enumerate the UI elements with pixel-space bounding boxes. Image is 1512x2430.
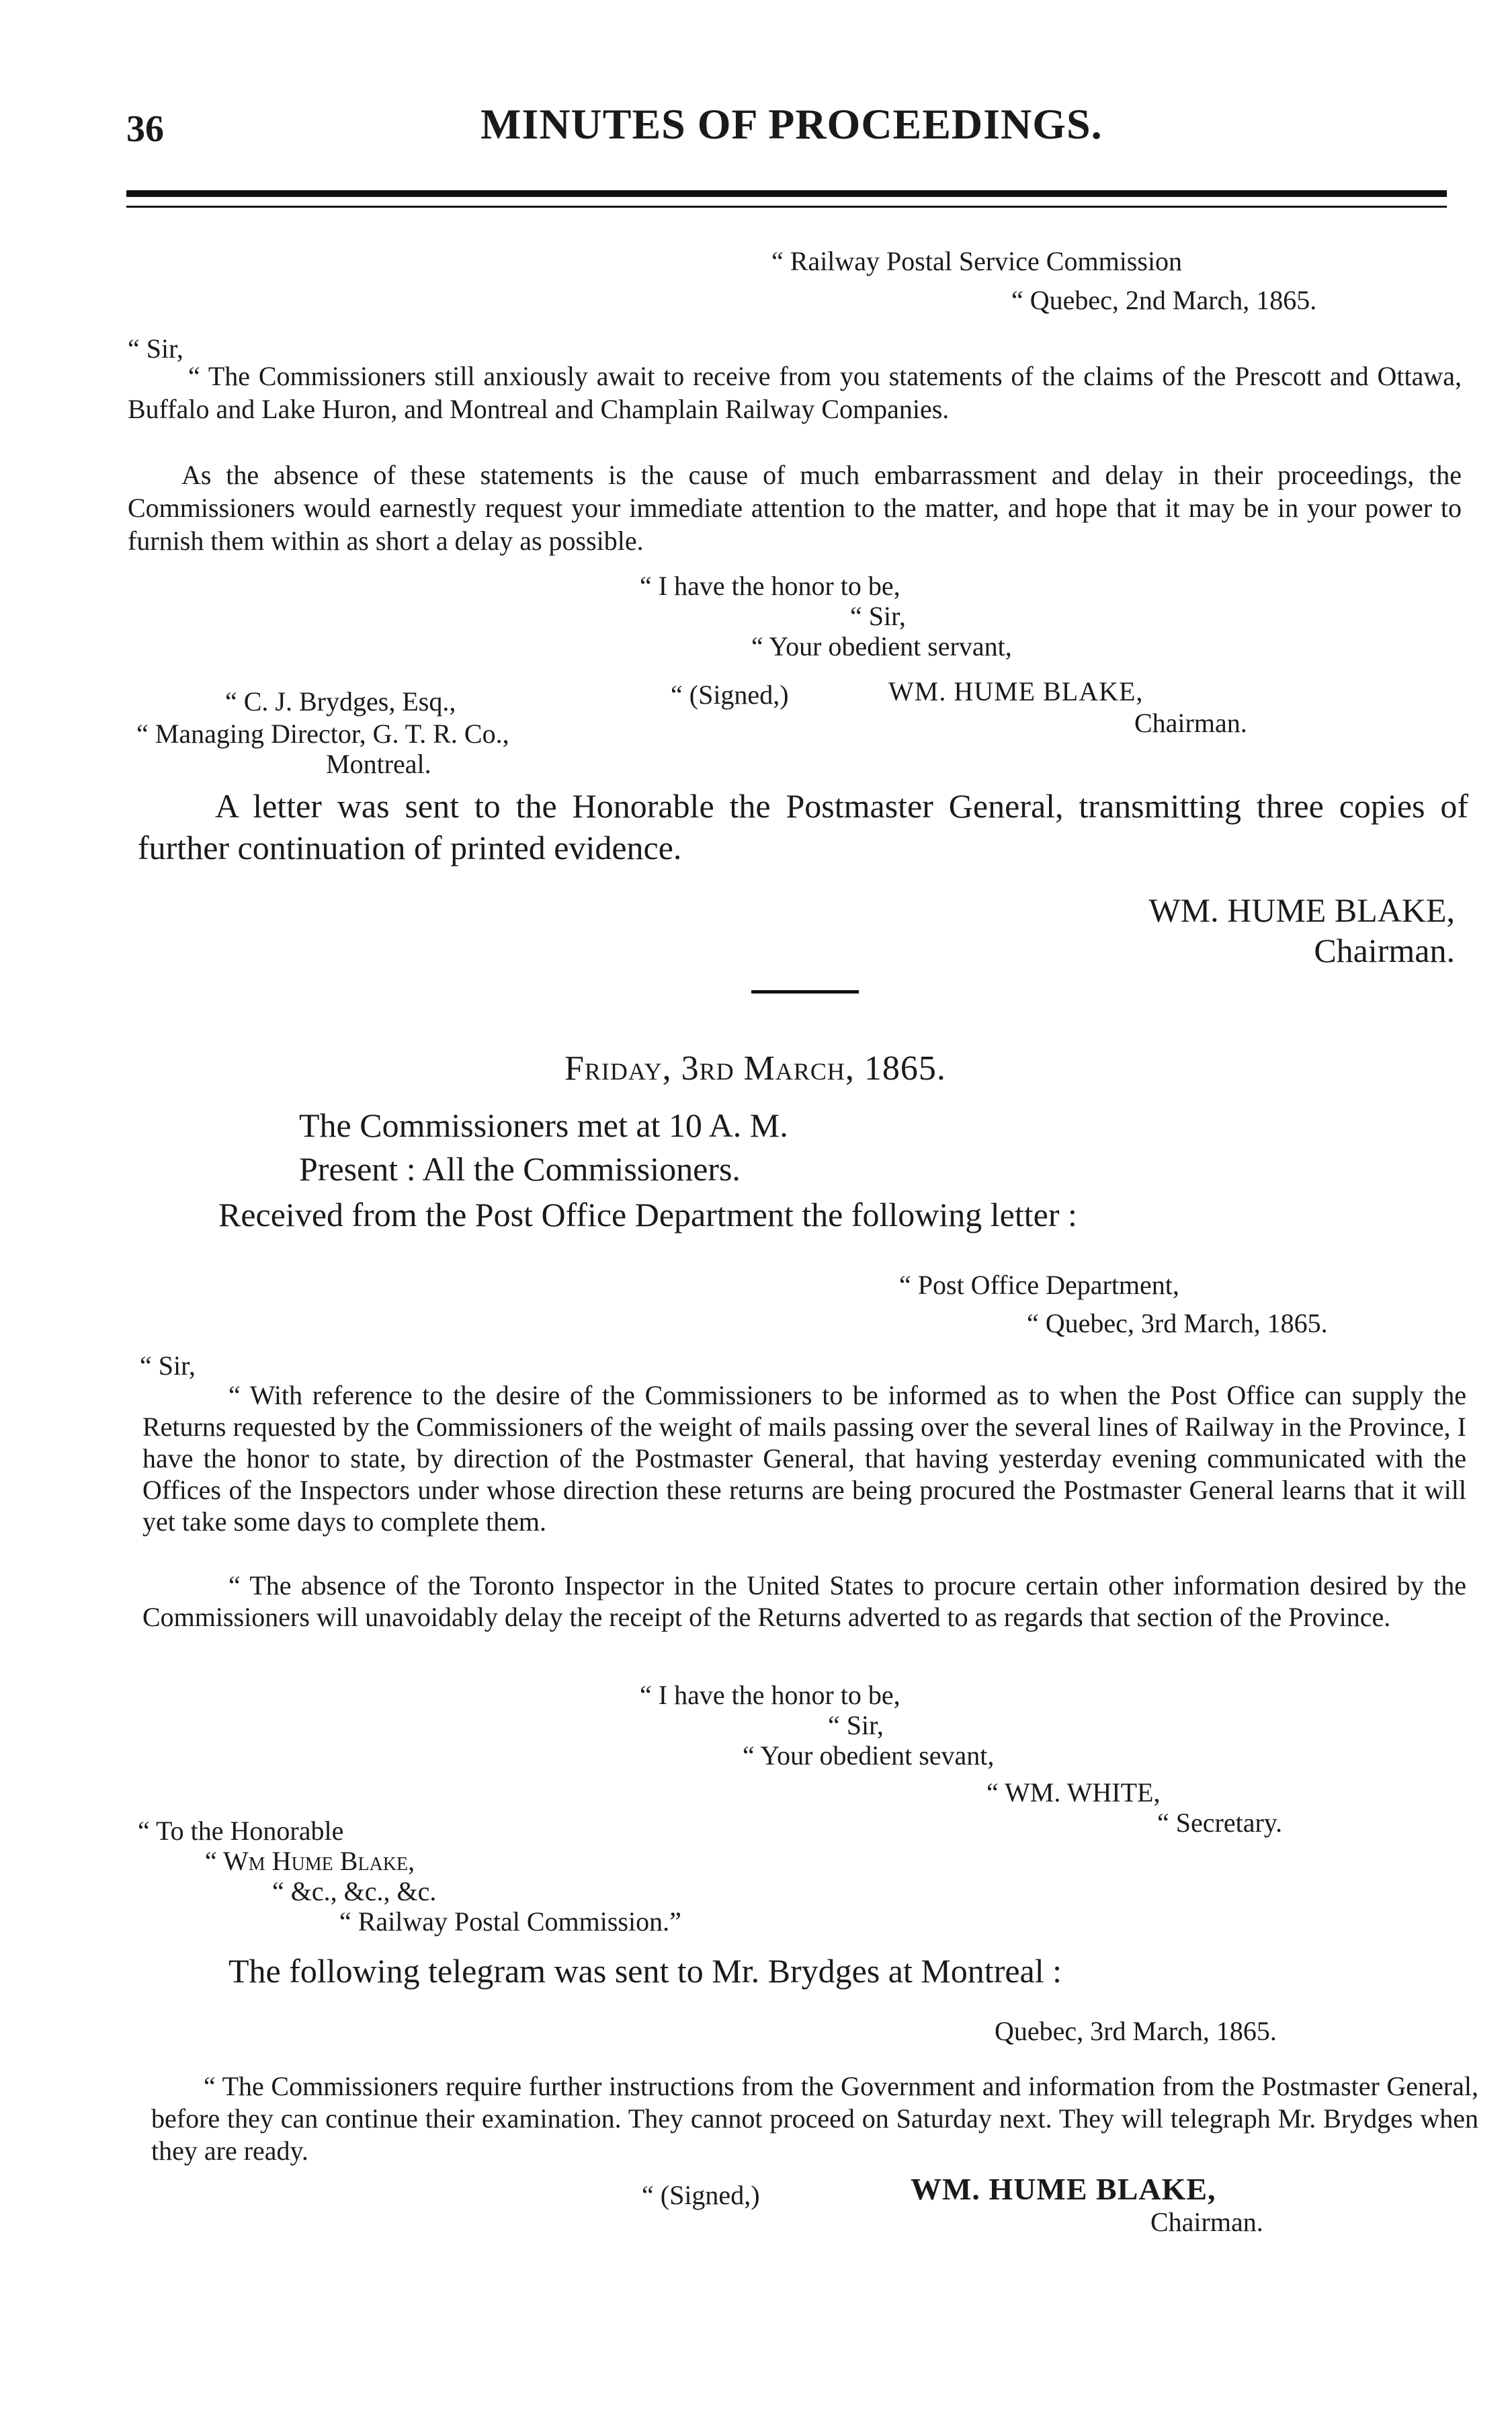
letter2-addressee-1: “ To the Honorable	[138, 1816, 344, 1846]
present-line: Present : All the Commissioners.	[299, 1150, 741, 1188]
letter2-signature-title: “ Secretary.	[1157, 1808, 1283, 1838]
page-number: 36	[126, 108, 164, 150]
letter1-place-line1: “ Railway Postal Service Commission	[771, 246, 1183, 276]
letter1-signature-title: Chairman.	[1134, 708, 1247, 738]
letter2-place-line2: “ Quebec, 3rd March, 1865.	[1027, 1308, 1328, 1338]
letter2-place-line1: “ Post Office Department,	[899, 1270, 1179, 1300]
letter1-addressee-3: Montreal.	[326, 749, 431, 779]
date-heading: Friday, 3rd March, 1865.	[564, 1049, 946, 1088]
letter1-place-line2: “ Quebec, 2nd March, 1865.	[1011, 285, 1317, 315]
letter2-closing-3: “ Your obedient sevant,	[743, 1740, 995, 1771]
letter1-signed: “ (Signed,)	[671, 680, 789, 710]
letter2-closing-2: “ Sir,	[828, 1710, 884, 1740]
header-rule-thick	[126, 190, 1447, 197]
letter1-closing-3: “ Your obedient servant,	[751, 631, 1012, 661]
telegram-signature-title: Chairman.	[1150, 2207, 1263, 2237]
letter2-paragraph-1: “ With reference to the desire of the Commissioners to be informed as to when the Post Office can supply the Returns requested by the Commissioners of the weight of mails passing over the several lines of Railway in the Province, I have the honor to state, by direction of the Postmaster General, that having yesterday evening communicated with the Offices of the Inspectors under whose direction these returns are being procured the Postmaster General learns that it will yet take some days to complete them.	[142, 1380, 1466, 1537]
telegram-intro: The following telegram was sent to Mr. Brydges at Montreal :	[228, 1952, 1062, 1990]
letter2-paragraph-2: “ The absence of the Toronto Inspector in the United States to procure certain other information desired by the Commissioners will unavoidably delay the receipt of the Returns adverted to as regards that section of the Province.	[142, 1570, 1466, 1632]
section-divider	[751, 990, 859, 994]
letter1-addressee-1: “ C. J. Brydges, Esq.,	[225, 686, 456, 717]
note-signature-title: Chairman.	[1314, 932, 1455, 969]
letter1-addressee-2: “ Managing Director, G. T. R. Co.,	[136, 719, 509, 749]
letter1-salutation: “ Sir,	[128, 333, 183, 364]
letter2-closing-1: “ I have the honor to be,	[640, 1680, 900, 1710]
letter2-addressee-3: “ &c., &c., &c.	[272, 1876, 437, 1906]
commissioners-met: The Commissioners met at 10 A. M.	[299, 1106, 788, 1144]
letter1-closing-1: “ I have the honor to be,	[640, 571, 900, 601]
header-rule-thin	[126, 206, 1447, 208]
telegram-signed: “ (Signed,)	[642, 2180, 760, 2210]
telegram-signature: WM. HUME BLAKE,	[911, 2172, 1216, 2206]
letter2-salutation: “ Sir,	[140, 1350, 196, 1381]
letter2-addressee-4: “ Railway Postal Commission.”	[339, 1906, 681, 1937]
telegram-body: “ The Commissioners require further instructions from the Government and information from the Postmaster General, before they can continue their examination. They cannot proceed on Saturday next. They will telegraph Mr. Brydges when they are ready.	[151, 2071, 1478, 2166]
telegram-place: Quebec, 3rd March, 1865.	[995, 2016, 1277, 2046]
letter1-signature: WM. HUME BLAKE,	[888, 676, 1144, 706]
received-line: Received from the Post Office Department the following letter :	[218, 1196, 1077, 1233]
letter1-paragraph-1: “ The Commissioners still anxiously await to receive from you statements of the claims of the Prescott and Ottawa, Buffalo and Lake Huron, and Montreal and Champlain Railway Companies.	[128, 361, 1462, 424]
letter1-closing-2: “ Sir,	[850, 601, 906, 631]
note-letter-sent: A letter was sent to the Honorable the Postmaster General, transmitting three copies of further continuation of printed evidence.	[138, 787, 1468, 866]
letter2-addressee-2: “ Wm Hume Blake,	[205, 1846, 415, 1876]
page-title: MINUTES OF PROCEEDINGS.	[480, 100, 1103, 148]
letter2-signature: “ WM. WHITE,	[986, 1777, 1161, 1808]
letter1-paragraph-2: As the absence of these statements is the cause of much embarrassment and delay in their proceedings, the Commissioners would earnestly request your immediate attention to the matter, and hope that it may be in your power to furnish them within as short a delay as possible.	[128, 460, 1462, 556]
note-signature: WM. HUME BLAKE,	[1148, 891, 1455, 929]
